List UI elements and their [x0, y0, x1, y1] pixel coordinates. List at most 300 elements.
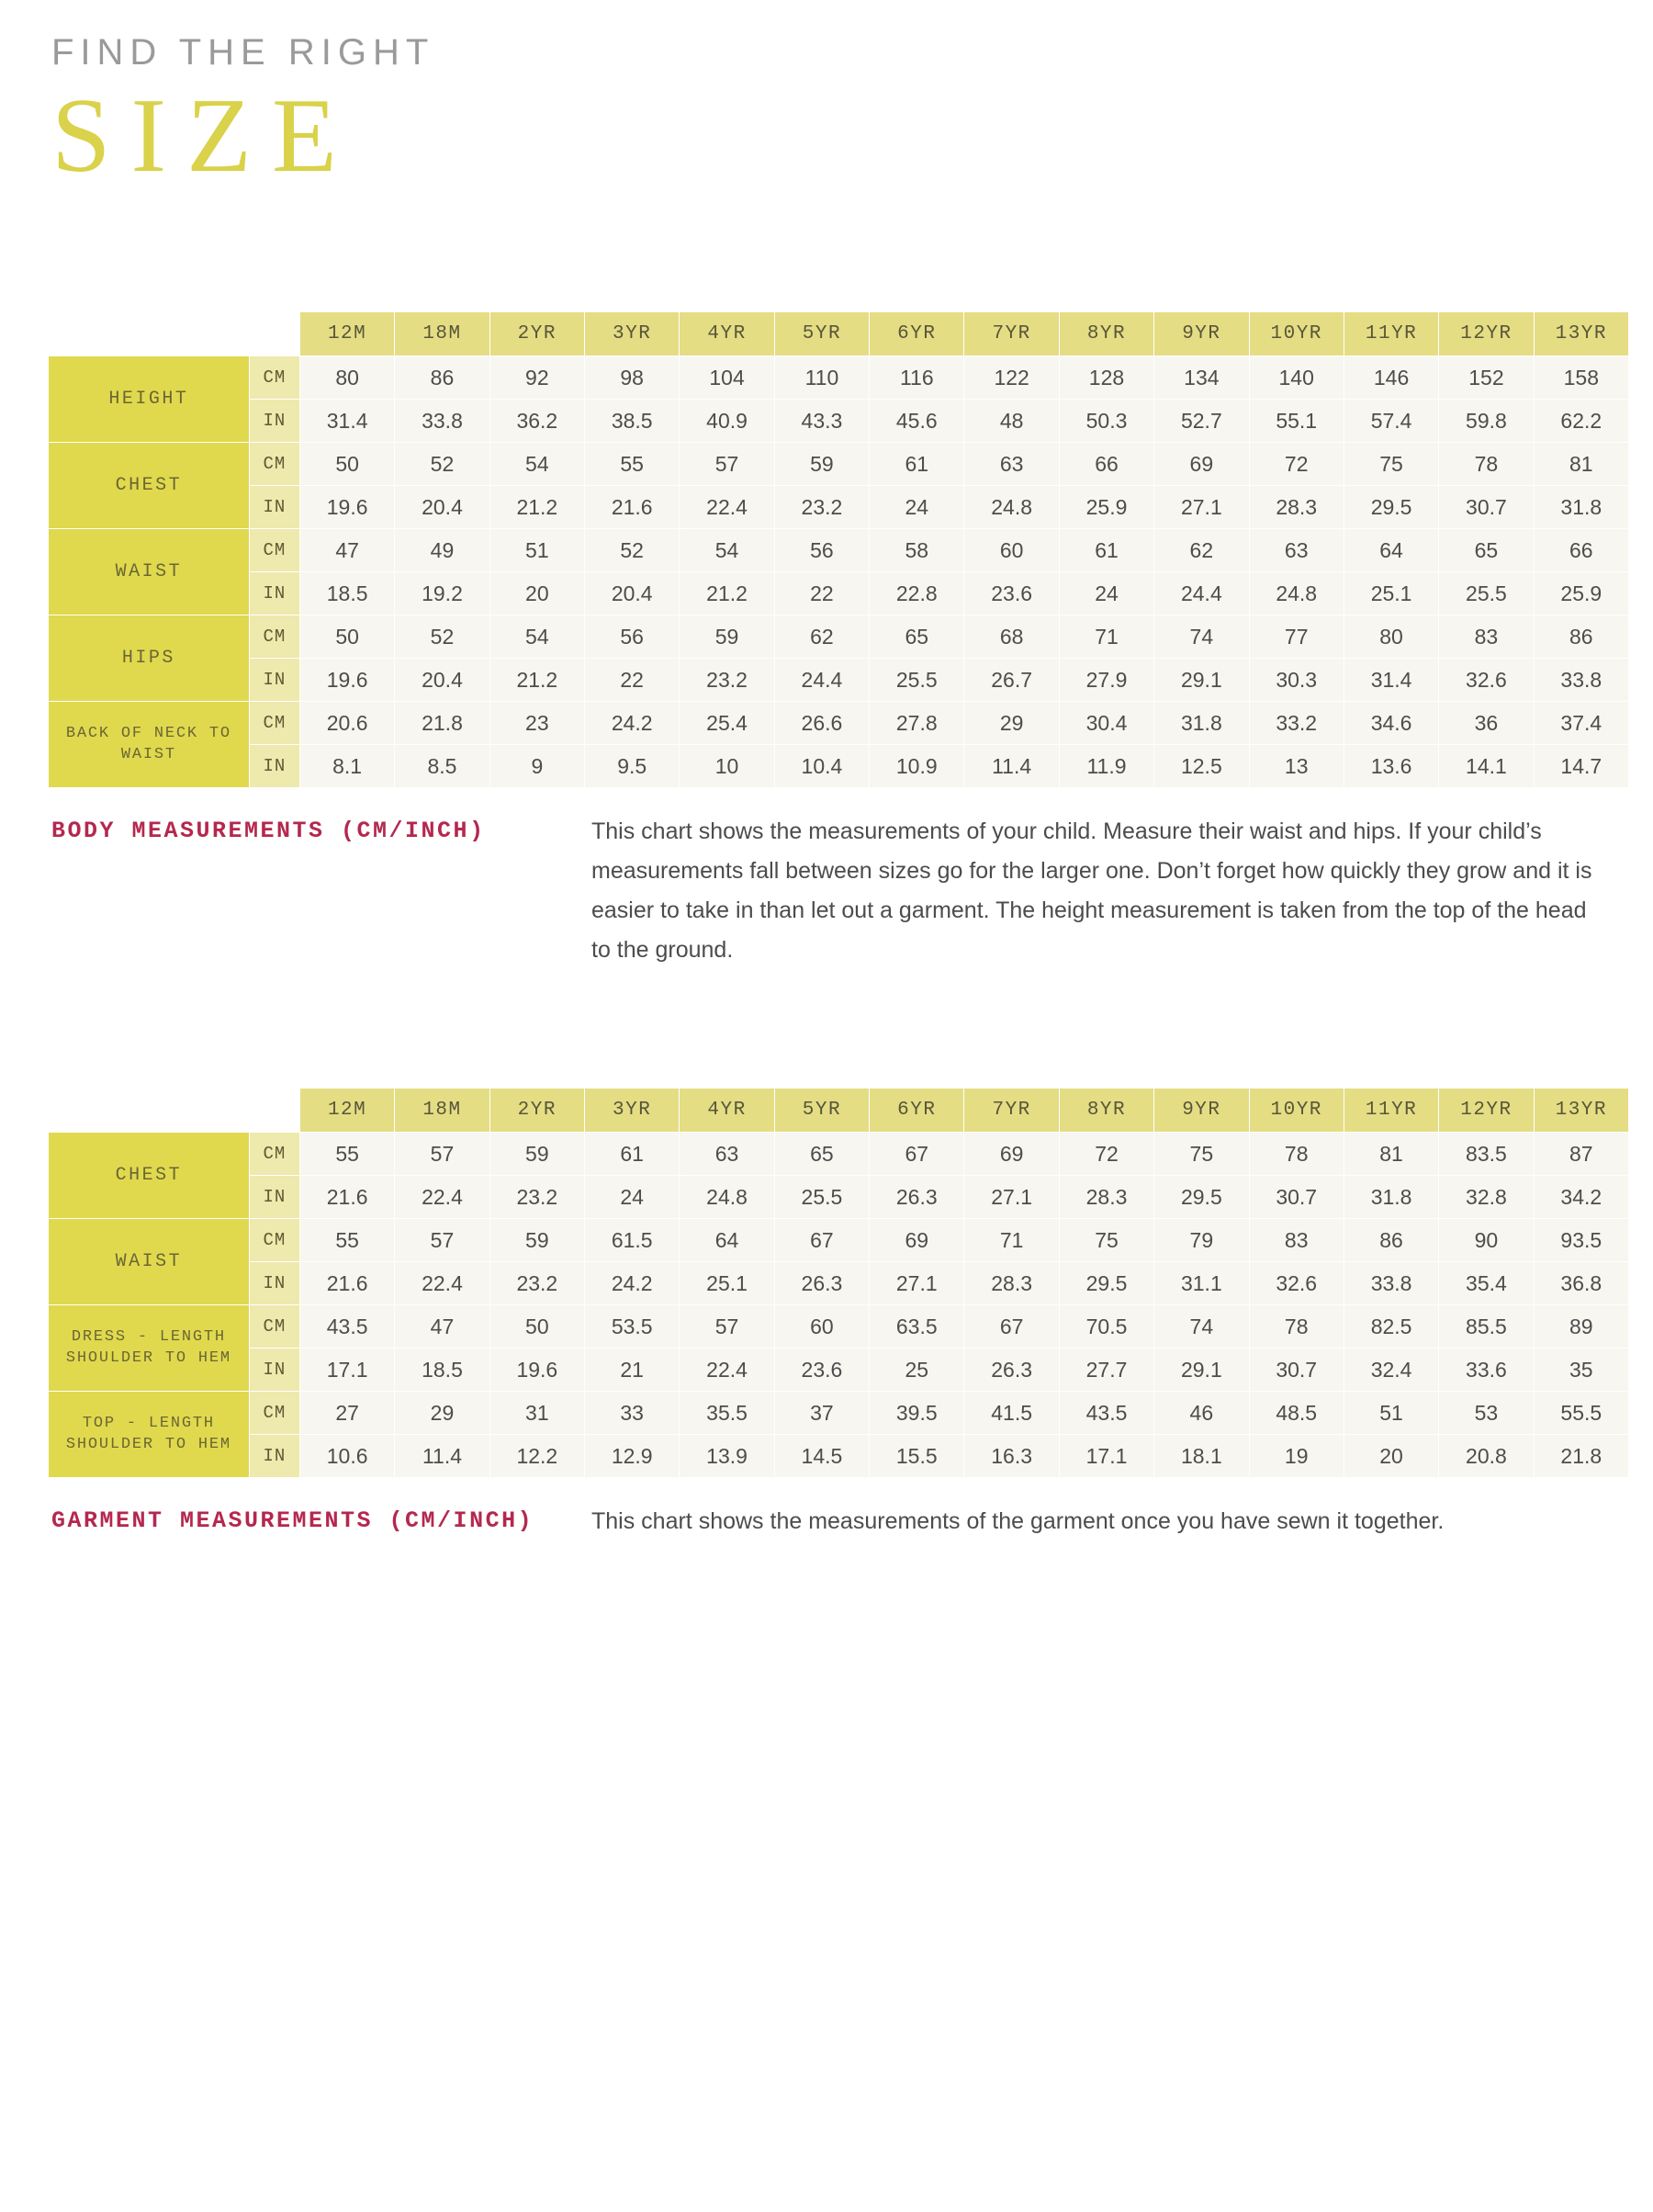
garment-value-cell: 57	[395, 1133, 489, 1176]
garment-value-cell: 17.1	[299, 1349, 394, 1392]
garment-value-cell: 35.5	[680, 1392, 774, 1435]
garment-value-cell: 25	[870, 1349, 964, 1392]
garment-value-cell: 24	[585, 1176, 680, 1219]
body-value-cell: 14.1	[1439, 745, 1534, 788]
garment-value-cell: 11.4	[395, 1435, 489, 1478]
table-row	[49, 615, 1629, 659]
garment-value-cell: 29.1	[1154, 1349, 1249, 1392]
table-row	[49, 400, 1629, 443]
garment-value-cell: 48.5	[1249, 1392, 1344, 1435]
section-spacer	[48, 970, 1605, 1078]
body-value-cell: 19.6	[299, 659, 394, 702]
body-value-cell: 9.5	[585, 745, 680, 788]
garment-value-cell: 20.8	[1439, 1435, 1534, 1478]
body-value-cell: 25.5	[1439, 572, 1534, 615]
body-value-cell: 13	[1249, 745, 1344, 788]
body-value-cell: 61	[870, 443, 964, 486]
garment-value-cell: 71	[964, 1219, 1059, 1262]
body-unit-cell: CM	[249, 615, 299, 659]
garment-value-cell: 17.1	[1059, 1435, 1153, 1478]
garment-value-cell: 23.2	[489, 1262, 584, 1305]
body-value-cell: 57.4	[1344, 400, 1438, 443]
garment-value-cell: 23.6	[774, 1349, 869, 1392]
body-unit-cell: IN	[249, 745, 299, 788]
garment-value-cell: 69	[964, 1133, 1059, 1176]
body-value-cell: 21.2	[680, 572, 774, 615]
garment-value-cell: 21	[585, 1349, 680, 1392]
body-size-header-cell: 5YR	[774, 312, 869, 356]
garment-row-label: CHEST	[49, 1133, 250, 1219]
garment-value-cell: 22.4	[680, 1349, 774, 1392]
garment-value-cell: 33	[585, 1392, 680, 1435]
body-value-cell: 20	[489, 572, 584, 615]
garment-value-cell: 67	[964, 1305, 1059, 1349]
body-value-cell: 52	[585, 529, 680, 572]
garment-value-cell: 22.4	[395, 1176, 489, 1219]
body-value-cell: 24	[1059, 572, 1153, 615]
garment-value-cell: 32.6	[1249, 1262, 1344, 1305]
garment-value-cell: 19	[1249, 1435, 1344, 1478]
body-value-cell: 75	[1344, 443, 1438, 486]
body-caption-title: BODY MEASUREMENTS (CM/INCH)	[51, 818, 486, 845]
body-value-cell: 36	[1439, 702, 1534, 745]
table-row	[49, 1219, 1629, 1262]
body-size-header-row	[49, 312, 1629, 356]
garment-value-cell: 30.7	[1249, 1349, 1344, 1392]
page-title: SIZE	[51, 77, 357, 195]
garment-size-header-cell: 13YR	[1534, 1089, 1628, 1133]
garment-value-cell: 72	[1059, 1133, 1153, 1176]
garment-value-cell: 86	[1344, 1219, 1438, 1262]
table-row	[49, 356, 1629, 400]
body-value-cell: 81	[1534, 443, 1628, 486]
garment-value-cell: 29.5	[1059, 1262, 1153, 1305]
garment-value-cell: 57	[395, 1219, 489, 1262]
body-size-header-cell: 3YR	[585, 312, 680, 356]
garment-value-cell: 32.4	[1344, 1349, 1438, 1392]
garment-size-header-cell: 12YR	[1439, 1089, 1534, 1133]
body-row-label: HEIGHT	[49, 356, 250, 443]
body-value-cell: 47	[299, 529, 394, 572]
body-value-cell: 14.7	[1534, 745, 1628, 788]
body-value-cell: 134	[1154, 356, 1249, 400]
garment-value-cell: 27.1	[964, 1176, 1059, 1219]
body-value-cell: 68	[964, 615, 1059, 659]
body-size-header-cell: 6YR	[870, 312, 964, 356]
body-value-cell: 37.4	[1534, 702, 1628, 745]
garment-value-cell: 60	[774, 1305, 869, 1349]
body-value-cell: 140	[1249, 356, 1344, 400]
body-value-cell: 24.4	[1154, 572, 1249, 615]
garment-value-cell: 61	[585, 1133, 680, 1176]
table-row	[49, 702, 1629, 745]
body-value-cell: 50.3	[1059, 400, 1153, 443]
body-size-header-cell: 12M	[299, 312, 394, 356]
garment-value-cell: 55.5	[1534, 1392, 1628, 1435]
garment-unit-cell: CM	[249, 1133, 299, 1176]
garment-value-cell: 78	[1249, 1133, 1344, 1176]
body-value-cell: 11.4	[964, 745, 1059, 788]
body-value-cell: 77	[1249, 615, 1344, 659]
garment-value-cell: 23.2	[489, 1176, 584, 1219]
body-value-cell: 110	[774, 356, 869, 400]
garment-value-cell: 33.8	[1344, 1262, 1438, 1305]
body-value-cell: 23	[489, 702, 584, 745]
body-value-cell: 92	[489, 356, 584, 400]
body-value-cell: 8.1	[299, 745, 394, 788]
body-value-cell: 20.4	[585, 572, 680, 615]
body-value-cell: 61	[1059, 529, 1153, 572]
body-value-cell: 32.6	[1439, 659, 1534, 702]
garment-value-cell: 34.2	[1534, 1176, 1628, 1219]
garment-value-cell: 51	[1344, 1392, 1438, 1435]
body-value-cell: 59	[774, 443, 869, 486]
body-value-cell: 22.4	[680, 486, 774, 529]
body-value-cell: 52.7	[1154, 400, 1249, 443]
body-value-cell: 8.5	[395, 745, 489, 788]
garment-value-cell: 43.5	[299, 1305, 394, 1349]
body-value-cell: 45.6	[870, 400, 964, 443]
body-value-cell: 104	[680, 356, 774, 400]
body-unit-cell: IN	[249, 572, 299, 615]
body-value-cell: 74	[1154, 615, 1249, 659]
garment-value-cell: 27	[299, 1392, 394, 1435]
garment-value-cell: 28.3	[1059, 1176, 1153, 1219]
body-value-cell: 62	[1154, 529, 1249, 572]
garment-value-cell: 83	[1249, 1219, 1344, 1262]
page-header	[48, 31, 1605, 194]
body-value-cell: 20.6	[299, 702, 394, 745]
table-row	[49, 1349, 1629, 1392]
garment-value-cell: 59	[489, 1219, 584, 1262]
body-size-header-cell: 9YR	[1154, 312, 1249, 356]
body-value-cell: 22	[585, 659, 680, 702]
body-size-header-cell: 18M	[395, 312, 489, 356]
body-value-cell: 26.6	[774, 702, 869, 745]
body-value-cell: 27.1	[1154, 486, 1249, 529]
body-value-cell: 21.2	[489, 486, 584, 529]
garment-size-header-cell: 3YR	[585, 1089, 680, 1133]
garment-value-cell: 12.2	[489, 1435, 584, 1478]
garment-value-cell: 35	[1534, 1349, 1628, 1392]
body-value-cell: 50	[299, 615, 394, 659]
body-value-cell: 50	[299, 443, 394, 486]
body-size-header-cell: 2YR	[489, 312, 584, 356]
garment-value-cell: 13.9	[680, 1435, 774, 1478]
body-caption-block	[48, 812, 1605, 970]
body-value-cell: 116	[870, 356, 964, 400]
body-value-cell: 21.2	[489, 659, 584, 702]
body-unit-cell: CM	[249, 443, 299, 486]
garment-value-cell: 29.5	[1154, 1176, 1249, 1219]
body-value-cell: 19.6	[299, 486, 394, 529]
garment-value-cell: 25.1	[680, 1262, 774, 1305]
body-value-cell: 128	[1059, 356, 1153, 400]
garment-value-cell: 55	[299, 1133, 394, 1176]
garment-value-cell: 53.5	[585, 1305, 680, 1349]
body-value-cell: 80	[1344, 615, 1438, 659]
body-value-cell: 146	[1344, 356, 1438, 400]
garment-value-cell: 15.5	[870, 1435, 964, 1478]
garment-size-header-cell: 5YR	[774, 1089, 869, 1133]
garment-value-cell: 27.7	[1059, 1349, 1153, 1392]
garment-row-label: TOP - LENGTH SHOULDER TO HEM	[49, 1392, 250, 1478]
body-value-cell: 10.9	[870, 745, 964, 788]
garment-value-cell: 65	[774, 1133, 869, 1176]
table-row	[49, 1392, 1629, 1435]
body-value-cell: 29	[964, 702, 1059, 745]
body-table-body	[49, 312, 1629, 788]
body-size-header-cell: 12YR	[1439, 312, 1534, 356]
body-size-header-cell: 10YR	[1249, 312, 1344, 356]
garment-size-header-cell: 18M	[395, 1089, 489, 1133]
garment-value-cell: 53	[1439, 1392, 1534, 1435]
body-value-cell: 33.8	[395, 400, 489, 443]
body-value-cell: 22	[774, 572, 869, 615]
body-value-cell: 29.5	[1344, 486, 1438, 529]
table-row	[49, 443, 1629, 486]
garment-size-header-cell: 7YR	[964, 1089, 1059, 1133]
body-value-cell: 83	[1439, 615, 1534, 659]
table-row	[49, 1176, 1629, 1219]
garment-caption-title: GARMENT MEASUREMENTS (CM/INCH)	[51, 1507, 534, 1535]
body-value-cell: 59.8	[1439, 400, 1534, 443]
body-value-cell: 23.2	[680, 659, 774, 702]
garment-value-cell: 31	[489, 1392, 584, 1435]
garment-measurements-table-block	[48, 1088, 1608, 1478]
garment-value-cell: 90	[1439, 1219, 1534, 1262]
body-value-cell: 11.9	[1059, 745, 1153, 788]
garment-value-cell: 74	[1154, 1305, 1249, 1349]
garment-value-cell: 21.8	[1534, 1435, 1628, 1478]
table-row	[49, 745, 1629, 788]
body-value-cell: 24.8	[1249, 572, 1344, 615]
garment-unit-cell: CM	[249, 1392, 299, 1435]
garment-value-cell: 89	[1534, 1305, 1628, 1349]
body-value-cell: 33.2	[1249, 702, 1344, 745]
body-value-cell: 20.4	[395, 486, 489, 529]
body-value-cell: 55.1	[1249, 400, 1344, 443]
body-caption-text: This chart shows the measurements of your child. Measure their waist and hips. If your child’s measurements fall between sizes go for the larger one. Don’t forget how quickly they grow and it is easier to take in than let out a garment. The height measurement is taken from the top of the head to the ground.	[591, 818, 1592, 964]
garment-value-cell: 87	[1534, 1133, 1628, 1176]
body-value-cell: 31.4	[299, 400, 394, 443]
body-value-cell: 56	[585, 615, 680, 659]
body-unit-cell: CM	[249, 702, 299, 745]
garment-value-cell: 69	[870, 1219, 964, 1262]
body-value-cell: 58	[870, 529, 964, 572]
garment-value-cell: 78	[1249, 1305, 1344, 1349]
body-value-cell: 18.5	[299, 572, 394, 615]
garment-value-cell: 85.5	[1439, 1305, 1534, 1349]
body-value-cell: 86	[395, 356, 489, 400]
table-row	[49, 529, 1629, 572]
body-value-cell: 78	[1439, 443, 1534, 486]
body-unit-cell: IN	[249, 400, 299, 443]
garment-value-cell: 50	[489, 1305, 584, 1349]
body-value-cell: 20.4	[395, 659, 489, 702]
body-unit-cell: IN	[249, 659, 299, 702]
body-value-cell: 54	[680, 529, 774, 572]
body-row-label: BACK OF NECK TO WAIST	[49, 702, 250, 788]
garment-value-cell: 31.1	[1154, 1262, 1249, 1305]
garment-value-cell: 46	[1154, 1392, 1249, 1435]
garment-value-cell: 26.3	[774, 1262, 869, 1305]
garment-value-cell: 18.5	[395, 1349, 489, 1392]
body-value-cell: 23.6	[964, 572, 1059, 615]
body-value-cell: 69	[1154, 443, 1249, 486]
body-unit-cell: IN	[249, 486, 299, 529]
table-row	[49, 486, 1629, 529]
garment-value-cell: 29	[395, 1392, 489, 1435]
body-value-cell: 28.3	[1249, 486, 1344, 529]
body-value-cell: 33.8	[1534, 659, 1628, 702]
garment-row-label: DRESS - LENGTH SHOULDER TO HEM	[49, 1305, 250, 1392]
garment-value-cell: 31.8	[1344, 1176, 1438, 1219]
garment-size-header-cell: 11YR	[1344, 1089, 1438, 1133]
body-value-cell: 71	[1059, 615, 1153, 659]
body-value-cell: 72	[1249, 443, 1344, 486]
garment-value-cell: 64	[680, 1219, 774, 1262]
body-value-cell: 25.9	[1534, 572, 1628, 615]
body-row-label: HIPS	[49, 615, 250, 702]
garment-value-cell: 39.5	[870, 1392, 964, 1435]
body-value-cell: 30.7	[1439, 486, 1534, 529]
body-size-header-cell: 7YR	[964, 312, 1059, 356]
garment-value-cell: 32.8	[1439, 1176, 1534, 1219]
body-value-cell: 65	[870, 615, 964, 659]
garment-value-cell: 22.4	[395, 1262, 489, 1305]
garment-value-cell: 26.3	[964, 1349, 1059, 1392]
body-value-cell: 52	[395, 615, 489, 659]
garment-value-cell: 93.5	[1534, 1219, 1628, 1262]
body-value-cell: 158	[1534, 356, 1628, 400]
body-value-cell: 66	[1059, 443, 1153, 486]
garment-header-spacer-label	[49, 1089, 250, 1133]
garment-unit-cell: IN	[249, 1262, 299, 1305]
body-row-label: CHEST	[49, 443, 250, 529]
body-measurements-table-block	[48, 311, 1608, 788]
body-value-cell: 62.2	[1534, 400, 1628, 443]
body-value-cell: 51	[489, 529, 584, 572]
garment-size-header-row	[49, 1089, 1629, 1133]
garment-value-cell: 21.6	[299, 1176, 394, 1219]
body-value-cell: 29.1	[1154, 659, 1249, 702]
body-value-cell: 48	[964, 400, 1059, 443]
garment-value-cell: 67	[870, 1133, 964, 1176]
body-value-cell: 43.3	[774, 400, 869, 443]
body-row-label: WAIST	[49, 529, 250, 615]
garment-unit-cell: IN	[249, 1176, 299, 1219]
body-value-cell: 24.8	[964, 486, 1059, 529]
body-value-cell: 22.8	[870, 572, 964, 615]
garment-value-cell: 18.1	[1154, 1435, 1249, 1478]
garment-value-cell: 30.7	[1249, 1176, 1344, 1219]
body-value-cell: 21.8	[395, 702, 489, 745]
garment-value-cell: 70.5	[1059, 1305, 1153, 1349]
body-value-cell: 31.4	[1344, 659, 1438, 702]
body-value-cell: 40.9	[680, 400, 774, 443]
body-value-cell: 63	[1249, 529, 1344, 572]
table-row	[49, 1262, 1629, 1305]
header-eyebrow: FIND THE RIGHT	[51, 32, 435, 73]
garment-value-cell: 41.5	[964, 1392, 1059, 1435]
body-value-cell: 12.5	[1154, 745, 1249, 788]
body-value-cell: 25.9	[1059, 486, 1153, 529]
garment-value-cell: 75	[1154, 1133, 1249, 1176]
body-value-cell: 152	[1439, 356, 1534, 400]
garment-value-cell: 79	[1154, 1219, 1249, 1262]
garment-value-cell: 10.6	[299, 1435, 394, 1478]
body-size-header-cell: 8YR	[1059, 312, 1153, 356]
garment-caption-block	[48, 1502, 1605, 1541]
garment-value-cell: 67	[774, 1219, 869, 1262]
body-value-cell: 62	[774, 615, 869, 659]
garment-value-cell: 19.6	[489, 1349, 584, 1392]
body-value-cell: 10	[680, 745, 774, 788]
body-value-cell: 86	[1534, 615, 1628, 659]
table-row	[49, 1305, 1629, 1349]
body-value-cell: 23.2	[774, 486, 869, 529]
garment-unit-cell: CM	[249, 1219, 299, 1262]
garment-row-label: WAIST	[49, 1219, 250, 1305]
garment-size-header-cell: 6YR	[870, 1089, 964, 1133]
garment-value-cell: 59	[489, 1133, 584, 1176]
body-unit-cell: CM	[249, 529, 299, 572]
garment-caption-text: This chart shows the measurements of the garment once you have sewn it together.	[591, 1508, 1445, 1535]
body-value-cell: 64	[1344, 529, 1438, 572]
body-value-cell: 27.8	[870, 702, 964, 745]
body-value-cell: 34.6	[1344, 702, 1438, 745]
body-measurements-table	[48, 311, 1629, 788]
header-spacer	[48, 194, 1605, 302]
garment-value-cell: 55	[299, 1219, 394, 1262]
garment-value-cell: 83.5	[1439, 1133, 1534, 1176]
body-value-cell: 49	[395, 529, 489, 572]
body-value-cell: 54	[489, 615, 584, 659]
body-value-cell: 24.2	[585, 702, 680, 745]
garment-size-header-cell: 2YR	[489, 1089, 584, 1133]
garment-value-cell: 24.2	[585, 1262, 680, 1305]
body-value-cell: 31.8	[1154, 702, 1249, 745]
garment-value-cell: 21.6	[299, 1262, 394, 1305]
body-value-cell: 30.3	[1249, 659, 1344, 702]
body-value-cell: 57	[680, 443, 774, 486]
garment-measurements-table	[48, 1088, 1629, 1478]
garment-value-cell: 28.3	[964, 1262, 1059, 1305]
body-value-cell: 54	[489, 443, 584, 486]
garment-value-cell: 43.5	[1059, 1392, 1153, 1435]
body-value-cell: 19.2	[395, 572, 489, 615]
garment-value-cell: 47	[395, 1305, 489, 1349]
body-value-cell: 122	[964, 356, 1059, 400]
body-value-cell: 27.9	[1059, 659, 1153, 702]
garment-value-cell: 63.5	[870, 1305, 964, 1349]
garment-value-cell: 63	[680, 1133, 774, 1176]
garment-size-header-cell: 10YR	[1249, 1089, 1344, 1133]
body-value-cell: 9	[489, 745, 584, 788]
garment-value-cell: 27.1	[870, 1262, 964, 1305]
body-value-cell: 24.4	[774, 659, 869, 702]
garment-value-cell: 37	[774, 1392, 869, 1435]
garment-size-header-cell: 4YR	[680, 1089, 774, 1133]
body-value-cell: 30.4	[1059, 702, 1153, 745]
garment-unit-cell: IN	[249, 1349, 299, 1392]
garment-value-cell: 14.5	[774, 1435, 869, 1478]
garment-value-cell: 82.5	[1344, 1305, 1438, 1349]
body-value-cell: 10.4	[774, 745, 869, 788]
garment-value-cell: 33.6	[1439, 1349, 1534, 1392]
body-value-cell: 25.1	[1344, 572, 1438, 615]
